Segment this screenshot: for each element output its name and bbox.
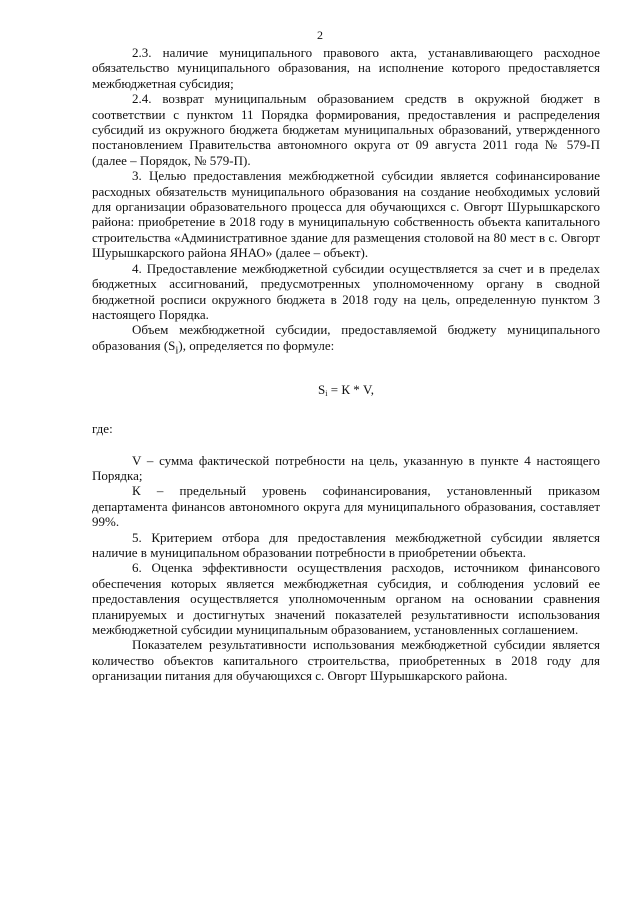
document-body [92, 45, 600, 684]
formula-subscript: i [325, 388, 328, 398]
definition-v: V – сумма фактической потребности на цель, указанную в пункте 4 настоящего Порядка; [92, 452, 600, 483]
formula [92, 382, 600, 401]
definition-k: К – предельный уровень софинансирования, установленный приказом департамента финансов автономного округа для муниципального образования, составляет 99%. [92, 483, 600, 530]
paragraph-2-3: 2.3. наличие муниципального правового акта, устанавливающего расходное обязательство муниципального образования, на исполнение которого предоставляется межбюджетная субсидия; [92, 45, 600, 91]
spacer [92, 437, 600, 453]
formula-lhs: S [318, 381, 326, 397]
paragraph-3: 3. Целью предоставления межбюджетной субсидии является софинансирование расходных обязательств муниципального образования на создание необходимых условий для организации образовательного процесса для обучающихся с. Овгорт Шурышкарского района: приобретение в 2018 году в муниципальную собственность объекта капитального строительства «Административное здание для размещения столовой на 80 мест в с. Овгорт Шурышкарского района ЯНАО» (далее – объект). [92, 168, 600, 261]
paragraph-performance-indicator: Показателем результативности использования межбюджетной субсидии является количество объектов капитального строительства, приобретенных в 2018 году для организации питания для обучающихся с. Овгорт Шурышкарского района. [92, 637, 600, 684]
formula-rhs: = К * V, [327, 381, 374, 397]
paragraph-6: 6. Оценка эффективности осуществления расходов, источником финансового обеспечения которых является межбюджетная субсидия, и соблюдения условий ее предоставления осуществляется уполномоченным органом на основании сравнения планируемых и достигнутых значений показателей результативности использования межбюджетной субсидии муниципальным образованием, установленных соглашением. [92, 560, 600, 637]
paragraph-subsidy-volume [92, 322, 600, 358]
paragraph-4: 4. Предоставление межбюджетной субсидии осуществляется за счет и в пределах бюджетных ассигнований, предусмотренных уполномоченному органу в сводной бюджетной росписи окружного бюджета в 2018 году на цель, определенную пунктом 3 настоящего Порядка. [92, 260, 600, 322]
page-number: 2 [317, 28, 323, 42]
subsidy-volume-tail: ), определяется по формуле: [178, 337, 335, 353]
paragraph-2-4: 2.4. возврат муниципальным образованием средств в окружной бюджет в соответствии с пунктом 11 Порядка формирования, предоставления и распределения субсидий из окружного бюджета бюджетам муниципальных образований, утвержденного постановлением Правительства автономного округа от 09 августа 2011 года № 579-П (далее – Порядок, № 579-П). [92, 91, 600, 168]
subscript-i: i [175, 344, 179, 357]
subsidy-volume-text: Объем межбюджетной субсидии, предоставляемой бюджету муниципального образования (S [92, 322, 600, 353]
paragraph-5: 5. Критерием отбора для предоставления межбюджетной субсидии является наличие в муниципальном образовании потребности в приобретении объекта. [92, 529, 600, 560]
where-label: где: [92, 421, 113, 437]
